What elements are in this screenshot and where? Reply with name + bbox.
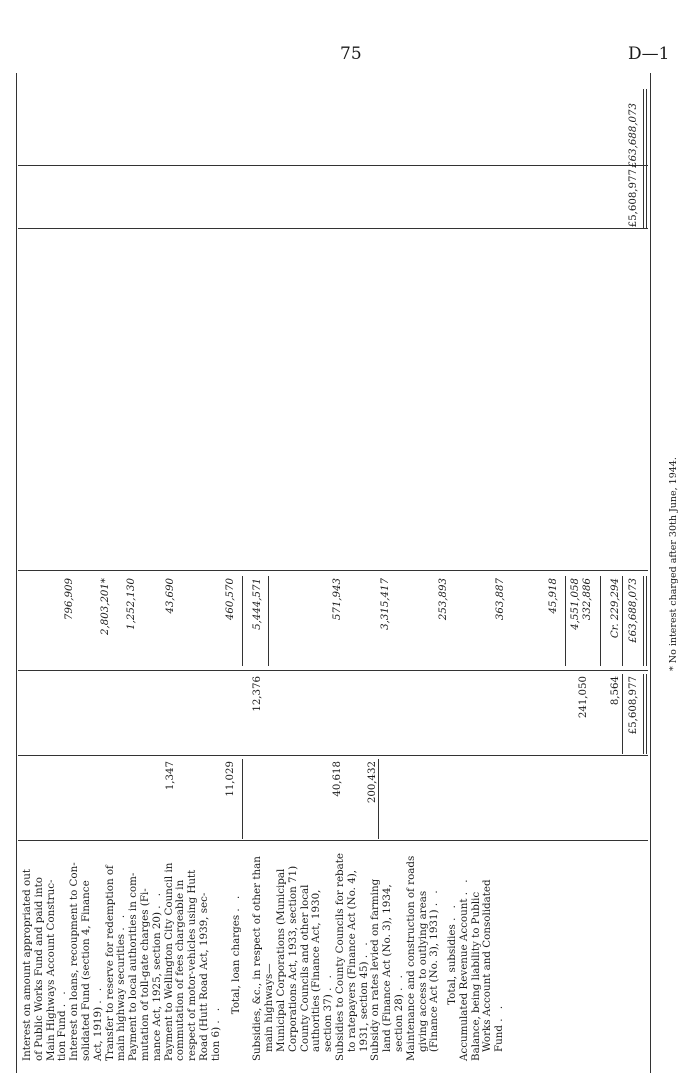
- cell-total-loan: 5,444,571: [252, 578, 263, 630]
- item-line: of Public Works Fund and paid into: [32, 877, 45, 1061]
- item-line: Transfer to reserve for redemption of: [103, 865, 116, 1061]
- cell-municipal-col1: 40,618: [332, 761, 343, 797]
- cell-grand-total: £63,688,073: [628, 578, 639, 643]
- cell-interest-loans: 2,803,201*: [100, 578, 111, 635]
- double-rule: [646, 576, 647, 666]
- item-line: tion 6): [209, 1026, 222, 1061]
- item-line: Act, 1919): [91, 1006, 104, 1061]
- item-line: solidated Fund (section 4, Finance: [79, 880, 92, 1061]
- subtotal-rule: [242, 759, 243, 839]
- cell-toll-gate: 43,690: [165, 578, 176, 614]
- subsidy-municipal: Municipal Corporations (Municipal Corporations Act, 1933, section 71): [274, 865, 299, 1052]
- document-code: D—1: [628, 44, 670, 64]
- column-rule: [18, 228, 648, 229]
- column-rule: [18, 755, 648, 756]
- double-rule: [646, 674, 647, 754]
- footnote: * No interest charged after 30th June, 1944.: [668, 457, 679, 671]
- cell-farming-land: 363,887: [495, 578, 506, 621]
- subtotal-rule: [565, 576, 566, 666]
- total-rule: [622, 674, 623, 754]
- subsidy-farming-land: Subsidy on rates levied on farming land (Finance Act (No. 3), 1934, section 28) . .: [369, 878, 405, 1061]
- double-rule: [643, 576, 644, 666]
- item-interest-loans: Interest on loans, recoupment to Con- solidated Fund (section 4, Finance Act, 1919) . .: [69, 846, 104, 1061]
- double-rule: [643, 674, 644, 754]
- cell-total-loan-col2: 12,376: [252, 676, 263, 712]
- total-rule: [622, 576, 623, 666]
- item-line: tion Fund: [56, 1010, 69, 1061]
- total-loan-charges-label: Total, loan charges . .: [229, 892, 242, 1015]
- item-line: Main Highways Account Construc-: [44, 879, 57, 1061]
- cell-interest-public-works: 796,909: [64, 578, 75, 621]
- cell-balance: Cr. 229,294: [610, 578, 621, 639]
- frame-top: [16, 73, 17, 1073]
- item-wellington-hutt: Payment to Wellington City Council in commutation of fees chargeable in respect of motor-vehicles using Hutt Road (Hutt Road Act, 1939, sec- tion 6) . .: [164, 846, 223, 1061]
- subtotal-rule: [242, 576, 243, 666]
- item-line: Interest on amount appropriated out: [21, 869, 33, 1061]
- cell-hutt-col1: 11,029: [225, 761, 236, 797]
- cell-total-subsidies-col2: 241,050: [578, 676, 589, 719]
- cell-municipal: 571,943: [332, 578, 343, 621]
- column-rule: [18, 570, 648, 571]
- cell-total-subsidies: 4,551,058: [570, 578, 581, 630]
- subsidy-county: County Councils and other local authorities (Finance Act, 1930, section 37) . .: [298, 884, 335, 1052]
- subtotal-rule: [268, 576, 269, 666]
- subtotal-rule: [378, 759, 379, 839]
- balance-label: Balance, being liability to Public Works Account and Consolidated Fund . .: [469, 879, 506, 1061]
- cell-transfer-reserve: 1,252,130: [126, 578, 137, 630]
- item-transfer-reserve: Transfer to reserve for redemption of main highway securities . .: [105, 846, 129, 1061]
- item-line: Interest on loans, recoupment to Con-: [68, 862, 81, 1061]
- cell-balance-col2: 8,564: [610, 676, 621, 706]
- item-line: commutation of fees chargeable in: [174, 879, 187, 1061]
- item-line: main highway securities: [115, 933, 128, 1061]
- item-interest-public-works: Interest on amount appropriated out of Public Works Fund and paid into Main Highways Account Construc- tion Fund . .: [22, 846, 69, 1061]
- item-line: Payment to Wellington City Council in: [162, 862, 175, 1061]
- subsidies-heading: Subsidies, &c., in respect of other than main highways—: [251, 856, 276, 1061]
- double-rule: [646, 89, 647, 229]
- column-rule: [18, 670, 648, 671]
- subsidy-rebate: Subsidies to County Councils for rebate to ratepayers (Finance Act (No. 4), 1931, section 45) . .: [333, 852, 370, 1061]
- cell-right-total-col2: £63,688,073: [628, 103, 639, 168]
- column-rule: [18, 840, 648, 841]
- accumulated-revenue-label: Accumulated Revenue Account . .: [457, 876, 470, 1061]
- cell-county-col1: 200,432: [367, 761, 378, 804]
- cell-grand-total-col2: £5,608,977: [628, 676, 639, 735]
- item-toll-gate: Payment to local authorities in com- mutation of toll-gate charges (Fi- nance Act, 1925, section 20) . .: [128, 846, 163, 1061]
- total-subsidies-label: Total, subsidies . .: [446, 902, 459, 1005]
- double-rule: [643, 89, 644, 229]
- column-rule: [18, 165, 648, 166]
- item-line: nance Act, 1925, section 20): [150, 912, 163, 1061]
- cell-toll-gate-col1: 1,347: [165, 761, 176, 791]
- item-line: Road (Hutt Road Act, 1939, sec-: [197, 892, 210, 1061]
- cell-county: 3,315,417: [380, 578, 391, 630]
- page-number: 75: [340, 44, 362, 64]
- cell-right-total-col1: £5,608,977: [628, 169, 639, 228]
- item-line: Payment to local authorities in com-: [127, 872, 140, 1061]
- cell-accumulated: 332,886: [582, 578, 593, 621]
- cell-outlying-roads: 45,918: [548, 578, 559, 614]
- item-line: respect of motor-vehicles using Hutt: [186, 869, 199, 1061]
- subtotal-rule: [600, 576, 601, 666]
- frame-bottom: [650, 73, 651, 1073]
- subsidy-outlying-roads: Maintenance and construction of roads giving access to outlying areas (Finance Act (No. 3), 1931) . .: [404, 855, 441, 1061]
- item-line: mutation of toll-gate charges (Fi-: [138, 888, 151, 1061]
- cell-rebate: 253,893: [438, 578, 449, 621]
- description-column: [22, 846, 506, 1061]
- cell-hutt-road: 460,570: [225, 578, 236, 621]
